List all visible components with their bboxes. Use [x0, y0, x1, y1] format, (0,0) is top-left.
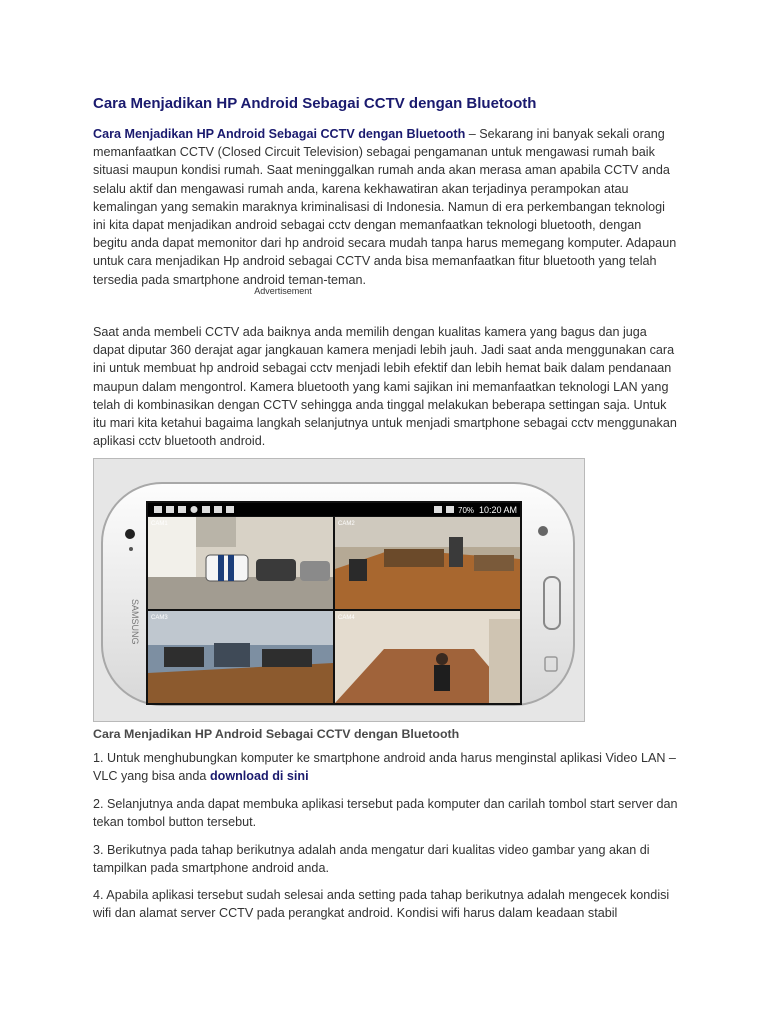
- camera-feed-1: [148, 517, 333, 609]
- camera-feed-4: [335, 611, 520, 703]
- signal-icon: [446, 506, 454, 513]
- step-1: [93, 749, 678, 785]
- step-1-text: 1. Untuk menghubungkan komputer ke smartphone android anda harus menginstal aplikasi Video LAN – VLC yang bisa anda: [93, 751, 676, 784]
- camera-2-label: CAM2: [338, 521, 355, 527]
- second-paragraph: Saat anda membeli CCTV ada baiknya anda memilih dengan kualitas kamera yang bagus dan juga dapat diputar 360 derajat agar jangkauan kamera menjadi lebih jauh. Jadi saat anda menggunakan cara ini untuk membuat hp android sebagai cctv menjadi lebih efektif dan lebih hemat baik dalam pendanaan maupun dalam mengontrol. Kamera bluetooth yang kami sajikan ini memanfaatkan teknologi LAN yang telah di kombinasikan dengan CCTV sehingga anda tinggal melakukan beberapa settingan saja. Untuk itu mari kita ketahui bagaima langkah selanjutnya untuk menjadi smartphone sebagai cctv menggunakan aplikasi cctv bluetooth android.: [93, 325, 677, 449]
- phone-illustration: [94, 459, 584, 721]
- phone-cctv-image: [93, 458, 585, 722]
- figure-caption: Cara Menjadikan HP Android Sebagai CCTV dengan Bluetooth: [93, 727, 460, 741]
- intro-title-link[interactable]: Cara Menjadikan HP Android Sebagai CCTV dengan Bluetooth: [93, 127, 466, 141]
- brand-label: SAMSUNG: [130, 599, 140, 645]
- wifi-icon: [434, 506, 442, 513]
- status-battery: 70%: [458, 506, 475, 515]
- sensor-icon: [538, 526, 548, 536]
- article-title: Cara Menjadikan HP Android Sebagai CCTV dengan Bluetooth: [93, 95, 537, 112]
- front-camera-icon: [125, 529, 135, 539]
- download-link[interactable]: download di sini: [209, 769, 309, 784]
- camera-4-label: CAM4: [338, 615, 355, 621]
- camera-feed-2: [335, 517, 520, 609]
- advertisement-label: Advertisement: [254, 286, 312, 296]
- status-time: 10:20 AM: [479, 505, 518, 515]
- step-2: 2. Selanjutnya anda dapat membuka aplikasi tersebut pada komputer dan carilah tombol start server dan tekan tombol button tersebut.: [93, 797, 678, 830]
- step-4: 4. Apabila aplikasi tersebut sudah selesai anda setting pada tahap berikutnya adalah mengecek kondisi wifi dan alamat server CCTV pada perangkat android. Kondisi wifi harus dalam keadaan stabil: [93, 888, 670, 921]
- step-3: 3. Berikutnya pada tahap berikutnya adalah anda mengatur dari kualitas video gambar yang akan di tampilkan pada smartphone android anda.: [93, 843, 650, 876]
- camera-3-label: CAM3: [151, 615, 168, 621]
- intro-text: – Sekarang ini banyak sekali orang memanfaatkan CCTV (Closed Circuit Television) sebagai pengamanan untuk mengawasi rumah baik situasi maupun kondisi rumah. Saat meninggalkan rumah anda akan merasa aman apabila CCTV anda selalu aktif dan mengawasi rumah anda, karena kekhawatiran akan terjadinya perampokan atau kemalingan yang semakin maraknya kriminalisasi di Indonesia. Namun di era perkembangan teknologi ini kita dapat menjadikan android sebagai cctv dengan memanfaatkan teknologi bluetooth, dengan begitu anda dapat memonitor dari hp android secara mudah tanpa harus memegang komputer. Adapaun untuk cara menjadikan Hp android sebagai CCTV anda bisa memanfaatkan fitur bluetooth yang telah tersedia pada smartphone android teman-teman.: [93, 127, 677, 287]
- camera-feed-3: [148, 611, 333, 703]
- intro-paragraph: [93, 125, 678, 289]
- camera-1-label: CAM1: [151, 521, 168, 527]
